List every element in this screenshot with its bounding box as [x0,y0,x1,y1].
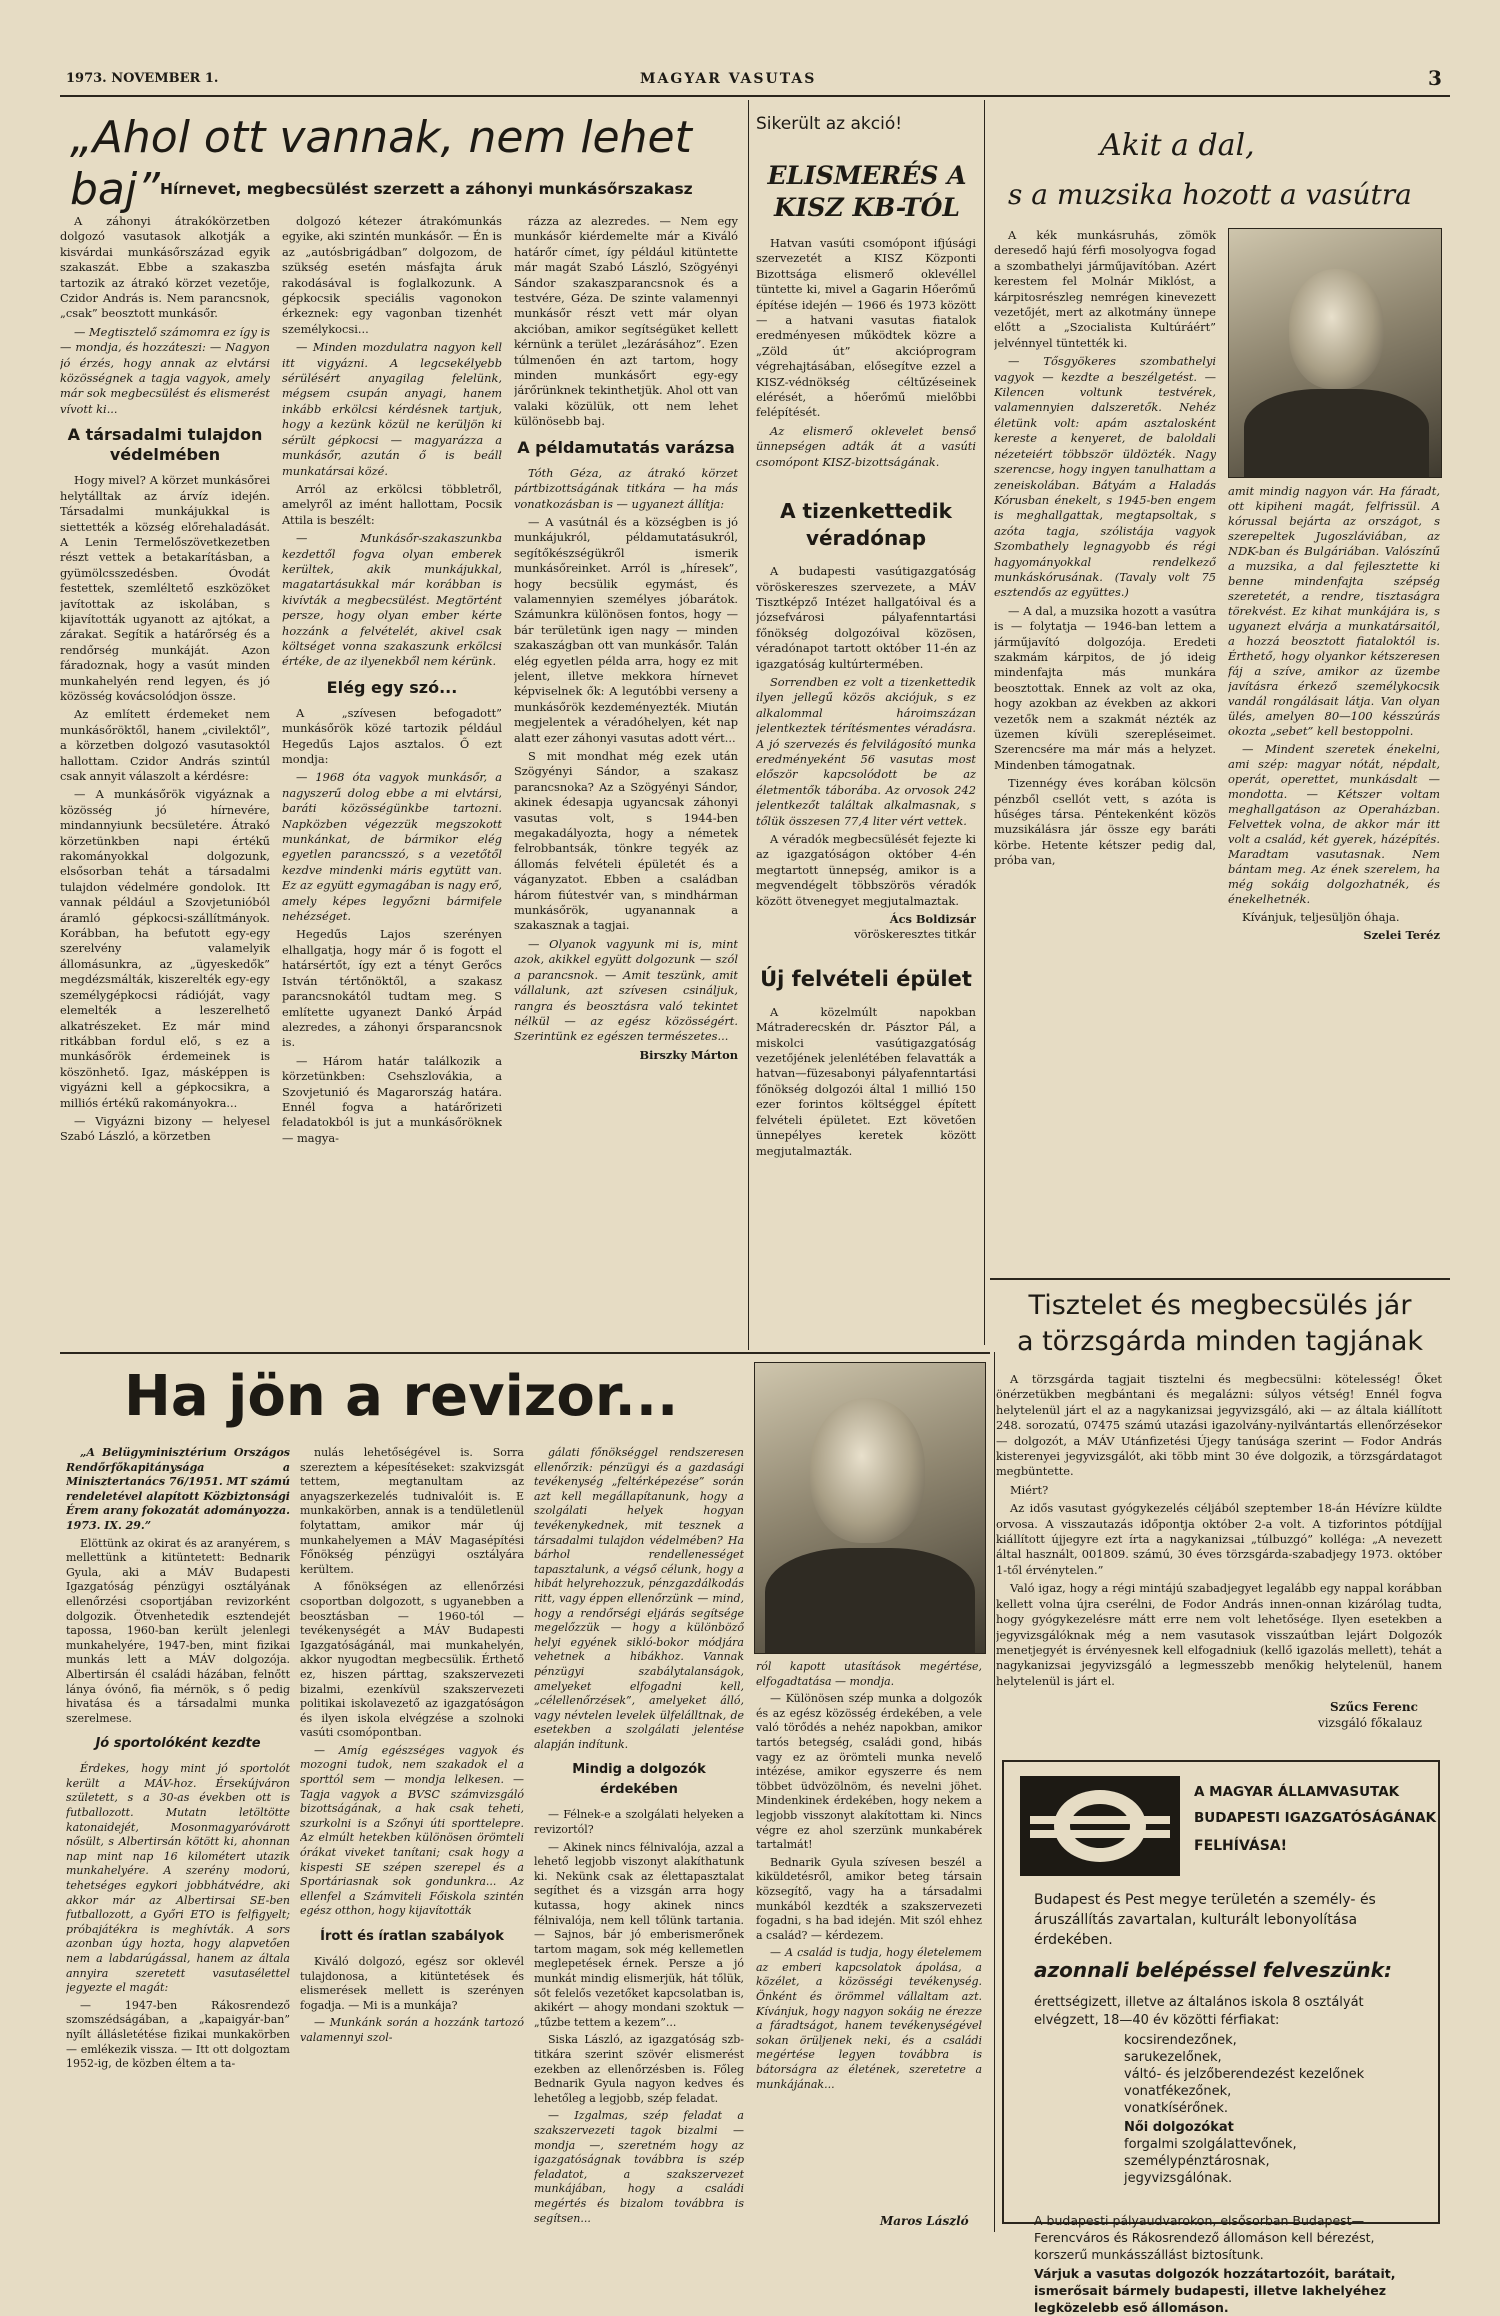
paragraph: A kék munkásruhás, zömök deresedő hajú férfi mosolyogva fogad a szombathelyi járműjavítóban. Azért kerestem fel Molnár Miklóst, a kárpitosrészleg nemrégen kinevezett vezetőjét, mert az alkotmány ünnepe előtt a „Szocialista Kultúráért” jelvénnyel tüntették ki. [994,228,1216,350]
paragraph: — Amíg egészséges vagyok és mozogni tudok, nem szakadok el a sporttól sem — mondja lelkesen. — Tagja vagyok a BVSC számvizsgáló bizottságának, a hak csak teheti, szurkolni is a Szőnyi úti sporttelepre. Az elmúlt hetekben különösen örömteli órákat viveket tanítani; csak hogy a kispesti SE szépen szerepel és a Sportáriasnak sok gondunkra... Az ellenfel a Számviteli Főiskola szintén egész otthon, hogy kijavították [300,1743,524,1918]
masthead-rule [60,95,1450,97]
dal-headline-1: Akit a dal, [1100,128,1255,163]
kisz-kicker: Sikerült az akció! [756,114,903,134]
paragraph: — 1968 óta vagyok munkásőr, a nagyszerű dolog ebbe a mi elvtársi, baráti közösségünkbe tartozni. Napközben végezzük megszokott munkánkat, de bármikor elég egyetlen parancsszó, s a vezetőtől kezdve mindenki máris egytütt van. Ez az együtt egymagában is nagy erő, amely képes legyőzni bármifele nehézséget. [282,770,502,924]
kisz-column [756,236,976,1346]
zahony-column-2 [282,214,502,1464]
tisztelet-headline-2: a törzsgárda minden tagjának [1016,1326,1424,1357]
paragraph: S mit mondhat még ezek után Szögyényi Sándor, a szakasz parancsnoka? Az a Szögyényi Sándor, akinek édesapja ugyancsak záhonyi vasutas volt, s 1944-ben megakadályozta, hogy a németek felrobbantsák, tönkre tegyék az állomás felvételi épületét és a váganyzatot. Ebben a családban három fiútestvér van, s mindhárman munkásőrök, ugyanannak a szakasznak a tagjai. [514,749,738,933]
bednarik-gyula-photo [754,1362,986,1654]
paragraph: — A vasútnál és a községben is jó munkájukról, példamutatásukról, segítőkészségükről ismerik munkásőreinket. Arról is „híresek”, hogy becsülik egymást, és valamennyien személyes jóbarátok. Számunkra különösen fontos, hogy — bár területünk igen nagy — minden szakaszágban ott van munkásőr. Talán elég egyetlen példa arra, hogy ez mit jelent, illetve mekkora hírnevet képviselnek ők: A legutóbbi verseny a munkásőrök kezdeményezték. Miután megjelentek a véradóhelyen, két nap alatt ezer záhonyi vasutas adott vért... [514,514,738,745]
list-item: forgalmi szolgálattevőnek, [1124,2137,1297,2152]
zahony-column-1 [60,214,270,1464]
revizor-subhead-sport: Jó sportolóként kezdte [95,1736,261,1752]
paragraph: — A család is tudja, hogy életelemem az emberi kapcsolatok ápolása, a közélet, a közösségi tevékenység. Önként és örömmel vállaltam azt. Kívánjuk, hogy nagyon sokáig ne érezze a fáradtságot, hanem tevékenységével sokan örüljenek neki, és a családi megértése legyen továbbra is bátorságra az életének, szeretetre a munkájának... [756,1946,982,2091]
paragraph: ról kapott utasítások megértése, elfogadtatása — mondja. [756,1660,982,1688]
paragraph: Kiváló dolgozó, egész sor oklevél tulajdonosa, a kitüntetések és elismerések mellett is szerényen fogadja. — Mi is a munkája? [300,1955,524,2012]
paragraph: — Három határ találkozik a körzetünkben: Csehszlovákia, a Szovjetunió és Magarország határa. Ennél fogva a határőrizeti feladatokból is jut a munkásőröknek — magya- [282,1053,502,1145]
masthead-page-number: 3 [1428,66,1442,90]
tisztelet-author: Szűcs Ferenc [1330,1700,1418,1714]
zahony-subheadline: Hírnevet, megbecsülést szerzett a záhonyi munkásőrszakasz [160,180,693,198]
paragraph: Tizennégy éves korában kölcsön pénzből csellót vett, s azóta is hűséges társa. Péntekenként közös muzsikálásra jár össze egy baráti körbe. Hetente kétszer pedig dal, próba van, [994,776,1216,868]
paragraph: Sorrendben ez volt a tizenkettedik ilyen jellegű közös akciójuk, s ez alkalommal hároimszázan jelentkeztek térítésmentes véradásra. A jó szervezés és felvilágosító munka eredményeként 56 vasutas most először kapcsolódott be az életmentők táborába. Az orvosok 242 jelentkezőt találtak alkalmasnak, s tőlük összesen 77,4 liter vért vettek. [756,674,976,828]
section-rule [60,1352,990,1354]
column-rule [994,1352,995,2232]
revizor-column-2 [300,1446,524,2236]
ad-job-list [1124,2032,1364,2187]
tisztelet-body [996,1372,1442,1702]
paragraph: — Félnek-e a szolgálati helyeken a revizortól? [534,1808,744,1837]
paragraph: — Munkásőr-szakaszunkba kezdettől fogva olyan emberek kerültek, akik munkájukkal, magatartásukkal már korábban is kivívták a megbecsülést. Megtörtént persze, hogy olyan ember kérte hozzánk a felvételét, akivel csak költséget vonna szakaszunk erkölcsi értéke, de az ilyenekből nem kérünk. [282,531,502,669]
masthead-date: 1973. NOVEMBER 1. [66,71,219,86]
paragraph: Elöttünk az okirat és az aranyérem, s mellettünk a kitüntetett: Bednarik Gyula, aki a MÁV Budapesti Igazgatóság pénzügyi osztályának ellenőrzési csoportjában revizorként dolgozik. Ötvenhetedik esztendejét tapossa, 1960-ban került jelenlegi munkahelyére, 1947-ben, mint fizikai munkás lett a MÁV dolgozója. Albertirsán él családi házában, felnőtt lánya óvónő, fia mérnök, s ő pedig hivatása és a társadalmi munka szerelmese. [66,1536,290,1725]
masthead-paper: MAGYAR VASUTAS [640,71,817,87]
portrait-face [1289,269,1384,389]
ad-call: azonnali belépéssel felveszünk: [1034,1958,1392,1982]
paragraph: — Izgalmas, szép feladat a szakszervezeti tagok bizalmi — mondja —, szeretném hogy az igazgatóságnak továbbra is szép feladatot, a szakszervezet munkájában, hogy a családi megértés és bizalom továbbra is segítsen... [534,2109,744,2225]
paragraph: „A Belügyminisztérium Országos Rendőrfőkapitánysága a Minisztertanács 76/1951. MT számú rendeletével alapított Közbiztonsági Érem arany fokozatát adományozza. 1973. IX. 29.” [66,1446,290,1532]
tisztelet-headline-1: Tisztelet és megbecsülés jár [1028,1290,1412,1321]
list-item: jegyvizsgálónak. [1124,2171,1233,2186]
paragraph: A törzsgárda tagjait tisztelni és megbecsülni: kötelesség! Őket önérzetükben megbántani és megalázni: súlyos vétség! Ennél fogva helytelenül járt el az a nagykanizsai jegyvizsgáló, aki — az általa kiállított 248. sorozatú, 07475 számú utazási igazolvány-nyilvántartás ellenőrzésekor — dolgozót, a MÁV Utánfizetési Újegy tanúsága szerint — Fodor András kisterenyei jegyvizsgálót, aki több mint 30 éve dolgozik, a törzsgárdatagot megbüntette. [996,1372,1442,1479]
paragraph: Való igaz, hogy a régi mintájú szabadjegyet legalább egy nappal korábban kellett volna újra cserélni, de Fodor András innen-onnan kizárólag tudta, hogy gyógykezelésre mátt erre nem volt lehetősége. Ilyen esetekben a jegyvizsgálóknak még a nem vasutasok visszaútban lejárt Dolgozók menetjegyét is érvényesnek kell elfogadniuk (kellő igazolás mellett), tehát a nagykanizsai jegyvizsgáló a legmesszebb menőkig helytelenül, hanem helytelenül is járt el. [996,1581,1442,1688]
list-item: vonatkísérőnek. [1124,2101,1229,2116]
list-item: személypénztárosnak, [1124,2154,1270,2169]
zahony-subhead-tulajdon: A társadalmi tulajdon védelmében [67,425,263,465]
paragraph: — A munkásőrök vigyáznak a közösség jó hírnevére, mindannyiunk becsületére. Átrakó körzetünkben napi értékű rakományokkal dolgozunk, elsősorban tehát a társadalmi tulajdon védelmére gondolok. Itt vannak például a Szovjetunióból áramló gépkocsi-szállítmányok. Korábban, ha befutott egy-egy szerelvény valamelyik állomásunkra, az „ügyeskedők” megdézsmálták, kiszerelték egy-egy személygépkocsi rádióját, vagy elemelték a leszerelhető alkatrészeket. Ez már mind ritkábban fordul elő, s ez a munkásőrök érdemeinek is köszönhető. Igaz, másképpen is vigyázni kell a gépkocsikra, a milliós értékű rakományokra... [60,787,270,1110]
paragraph: Érdekes, hogy mint jó sportolót került a MÁV-hoz. Érsekújváron született, s a 30-as években ott is futballozott. Mutatn letöltötte katonaidejét, Mosonmagyaróvárott nősült, s Albertirsán kötött ki, ahonnan nap mint nap 16 kilométert utazik munkahelyére. A szerény modorú, tehetséges egykori jobbhátvédre, aki akkor már az Albertirsai SE-ben futballozott, a Győri ETO is felfigyelt; próbajátékra is meghívták. A sors azonban úgy hozta, hogy alapvetően nem a labdarúgással, hanem az általa annyira szeretett vasutasélettel jegyezte el magát: [66,1762,290,1995]
paragraph: — Minden mozdulatra nagyon kell itt vigyázni. A legcsekélyebb sérülésért anyagilag felelünk, mégsem csupán anyagi, hanem inkább erkölcsi kérdésnek tartjuk, hogy a kezünk közül ne kerüljön ki sérült gépkocsi — magyarázza a munkásőr, azután ő is beáll munkatársai közé. [282,340,502,478]
column-rule [984,100,985,1345]
list-item: kocsirendezőnek, [1124,2033,1237,2048]
paragraph: Az elismerő oklevelet benső ünnepségen adták át a vasúti csomópont KISZ-bizottságának. [756,423,976,469]
paragraph: rázza az alezredes. — Nem egy munkásőr kiérdemelte már a Kiváló határőr címet, így például kitüntette már magát Szabó László, Szögyényi Sándor szakaszparancsnok és a testvére, Géza. De szinte valamennyi munkásőr részt vett már olyan akcióban, amikor segítségüket kellett kérnünk a terület „lezárásához”. Ezen túlmenően én azt tartom, hogy minden munkásőrt egy-egy járőrünknek tekinthetjük. Ahol ott van valaki közülük, ott nem lehet különösebb baj. [514,214,738,429]
section-rule [990,1278,1450,1280]
molnar-miklos-photo [1228,228,1442,478]
paragraph: A főnökségen az ellenőrzési csoportban dolgozott, s ugyanebben a beosztásban — 1960-tól — tevékenységét a MÁV Budapesti Igazgatóságánál, mai munkahelyén, akkor nyugodtan megbecsülik. Érthető ez, hiszen párttag, szakszervezeti bizalmi, ezenkívül szakszervezeti politikai iskolavezető az igazgatóságon és ilyen iskola elvégzése a szolnoki vasúti csomópontban. [300,1580,524,1740]
epulet-headline: Új felvételi épület [760,966,972,991]
ad-heading-3: FELHÍVÁSA! [1194,1838,1287,1854]
paragraph: Az idős vasutast gyógykezelés céljából szeptember 18-án Hévízre küldte orvosa. A visszautazás időpontja október 2-a volt. A tizforintos pótdíjjal kiállított újjegyre ezt írta a nagykanizsai „túlbuzgó” kolléga: „A nevezett által használt, 001809. számú, 30 éves törzsgárda-szabadjegy 1973. október 1-től érvénytelen.” [996,1501,1442,1577]
ad-heading-1: A MAGYAR ÁLLAMVASUTAK [1194,1784,1400,1800]
paragraph: — Tősgyökeres szombathelyi vagyok — kezdte a beszélgetést. — Kilencen voltunk testvérek, valamennyien dalszeretők. Nehéz életünk volt: apám asztalosként kereste a kenyeret, de baloldali nézeteiért többször üldözték. Nagy szerencse, hogy ingyen tanulhattam a zeneiskolában. Bátyám a Haladás Kórusban énekelt, s 1945-ben engem is meghallgattak, megtapsoltak, s azóta tagja, szólistája vagyok Szombathely legnagyobb és régi hagyományokkal rendelkező munkáskórusának. (Tavaly volt 75 esztendős az együttes.) [994,354,1216,600]
paragraph: A véradók megbecsülését fejezte ki az igazgatóságon október 4-én megtartott ünnepség, amikor is a megvendégelt többszörös véradók között ötvenegyet megjutalmaztak. [756,832,976,908]
paragraph: A közelmúlt napokban Mátraderecskén dr. Pásztor Pál, a miskolci vasútigazgatóság vezetőjének jelenlétében felavatták a hatvan—füzesabonyi pályafenntartási főnökség dolgozói által 1 millió 150 ezer forintos költséggel épített felvételi épületet. Ezt követően ünnepélyes keretek között megjutalmazták. [756,1004,976,1158]
revizor-column-4 [756,1660,982,2220]
dal-column-2 [1228,484,1440,1274]
ad-footer-line: Várjuk a vasutas dolgozók hozzátartozóit, barátait, ismerősait bármely budapesti, illetve lakhelyéhez legközelebb eső állomáson. [1034,2266,1396,2315]
paragraph: — Mindent szeretek énekelni, ami szép: magyar nótát, népdalt, operát, operettet, munkásdalt — mondotta. — Kétszer voltam meghallgatáson az Operaházban. Felvettek volna, de akkor már itt volt a család, két gyerek, házépítés. Maradtam vasutasnak. Nem bántam meg. Az ének szerelem, ha még sokáig dolgozhatnék, és énekelhetnék. [1228,742,1440,906]
list-item: váltó- és jelzőberendezést kezelőnek [1124,2067,1365,2082]
paragraph: gálati főnökséggel rendszeresen ellenőrzik: pénzügyi és a gazdasági tevékenység „feltérképezése” során azt kell megállapítanunk, hogy a szolgálati helyek hogyan tevékenykednek, mit tesznek a társadalmi tulajdon védelmében? Ha bárhol rendellenességet tapasztalunk, a végső célunk, hogy a hibát helyrehozzuk, pénzgazdálkodás ritt, vagy éppen ellenőrzünk — mind, hogy a rendőrségi eljárás segítsége megelőzzük — hogy a különböző helyi egyének sikló-bokor módjára vehetnek a hibákhoz. Vannak pénzügyi szabálytalanságok, amelyeket elfogadni kell, „célellenőrzések”, amelyeket álló, vagy névtelen levelek ülfelálltnak, de esetekben a szolgálati jelentése alapján indítunk. [534,1446,744,1751]
ad-footer-line: A budapesti pályaudvarokon, elsősorban Budapest—Ferencváros és Rákosrendező állomáson kell bérezést, korszerű munkásszállást biztosítunk. [1034,2213,1375,2262]
zahony-headline: „Ahol ott vannak, nem lehet baj” [70,112,692,215]
revizor-subhead-irott: Írott és íratlan szabályok [320,1929,504,1944]
zahony-subhead-peldamutatas: A példamutatás varázsa [517,437,735,457]
paragraph: — Munkánk során a hozzánk tartozó valamennyi szol- [300,2016,524,2044]
zahony-author: Birszky Márton [639,1047,738,1062]
ad-requirements: érettségizett, illetve az általános iskola 8 osztályát elvégzett, 18—40 év közötti férfiakat: [1034,1995,1364,2028]
paragraph: — Akinek nincs félnivalója, azzal a lehető legjobb viszonyt alakíthatunk ki. Nekünk csak az élettapasztalat segíthet és a vizsgán arra hogy kutassa, hogy akinek nincs félnivalója, nem kell tőlünk tartania. — Sajnos, bár jó emberismerőnek tartom magam, sok még kellemetlen meglepetések érnek. Persze a jó munkát mindig elismerjük, hát tőlük, sőt felelős vezetőket kapcsolatban is, akikért — ahogy mondani szoktuk — „tűzbe tettem a kezem”... [534,1840,744,2029]
dal-headline-2: s a muzsika hozott a vasútra [1008,178,1412,211]
ad-heading-2: BUDAPESTI IGAZGATÓSÁGÁNAK [1194,1810,1437,1826]
list-item: vonatfékezőnek, [1124,2084,1232,2099]
paragraph: — Különösen szép munka a dolgozók és az egész közösség érdekében, a vele való törődés a nehéz napokban, amikor tartós betegség, családi gond, hibás vagy ez az örömteli munka nevelő intézése, amikor egyszerre és nem többet üdvözölnöm, és nevelni jöhet. Mindenkinek érdekében, hogy nekem a legjobb visszonyt alakítottam ki. Nincs végre ez ahol szerzünk munkabérek tartalmát! [756,1692,982,1852]
portrait-coat [1244,389,1429,478]
tisztelet-author-title: vizsgáló főkalauz [1318,1716,1422,1730]
zahony-column-3 [514,214,738,1464]
revizor-author: Maros László [880,2214,969,2228]
ad-women-title: Női dolgozókat [1124,2120,1234,2135]
paragraph: Az említett érdemeket nem munkásőröktől, hanem „civilektől”, a körzetben dolgozó vasutasoktól hallottam. Czidor András szintúl csak annyit válaszolt a kérdésre: [60,707,270,783]
paragraph: A budapesti vasútigazgatóság vöröskereszes szervezete, a MÁV Tisztképző Intézet hallgatóival és a józsefvárosi pályafenntartási főnökség dolgozóival közösen, véradónapot tartott október 11-én az igazgatóság kultúrtermében. [756,564,976,671]
vero-author: Ács Boldizsár [889,912,976,927]
paragraph: dolgozó kétezer átrakómunkás egyike, aki szintén munkásőr. — Én is az „autósbrigádban” dolgozom, de szükség esetén másfajta áruk rakodásával is foglalkozunk. A gépkocsik speciális vagonokon érkeznek: egy vagonban tizenhét személykocsi... [282,214,502,336]
dal-column-1 [994,228,1216,1273]
paragraph: — Megtisztelő számomra ez így is — mondja, és hozzáteszi: — Nagyon jó érzés, hogy annak az elvtársi közösségnek a tagja vagyok, amely már sok megbecsülést és elismerést vívott ki... [60,324,270,416]
zahony-subhead-eleg: Elég egy szó... [326,677,458,697]
portrait-face [810,1398,925,1543]
mav-logo-icon [1020,1776,1180,1876]
kisz-headline: ELISMERÉS A KISZ KB-TÓL [767,161,967,222]
revizor-column-3 [534,1446,744,2236]
revizor-column-1 [66,1446,290,2236]
paragraph: Kívánjuk, teljesüljön óhaja. [1242,910,1400,924]
column-rule [748,100,749,1350]
revizor-headline: Ha jön a revizor... [124,1364,679,1429]
photo-caption: amit mindig nagyon vár. Ha fáradt, ott kipiheni magát, felfrissül. A kórussal bejárta az országot, s szerepeltek Jugoszláviában, az NDK-ban és Bulgáriában. Valószínű a muzsika, a dal fejlesztette ki benne mindenfajta szépség szeretetét, a rendre, tisztaságra törekvést. Ez kihat munkájára is, s ugyanezt elvárja a munkatársaitól, a hozzá beosztott fiataloktól is. Érthető, hogy olyankor kétszeresen fáj a szíve, amikor az üzembe javításra érkező személykocsik vandál rongálásait látja. Van olyan ülés, amelyen 80—100 késszúrás okozta „sebet” kell bestoppolni. [1228,484,1440,738]
paragraph: A „szívesen befogadott” munkásőrök közé tartozik például Hegedűs Lajos asztalos. Ő ezt mondja: [282,705,502,766]
portrait-coat [765,1548,975,1654]
paragraph: Hegedűs Lajos szerényen elhallgatja, hogy már ő is fogott el határsértőt, így ezt a tényt Gerőcs István tértőnöktől, a szakasz parancsnokától tudtam meg. S említette ugyanezt Dankó Árpád alezredes, a záhonyi őrsparancsnok is. [282,927,502,1050]
paragraph: Siska László, az igazgatóság szb-titkára szerint szövér elismerést ezekben az ellenőrzésben is. Főleg Bednarik Gyula nagyon kedves és lehetőleg a legjobb, szép feladat. [534,2033,744,2105]
mav-recruitment-ad [1002,1760,1440,2315]
vero-author-title: vöröskeresztes titkár [854,927,976,942]
paragraph: — Olyanok vagyunk mi is, mint azok, akikkel együtt dolgozunk — szól a parancsnok. — Amit teszünk, amit vállalunk, azt szívesen csináljuk, rangra és beosztásra való tekintet nélkül — az egész közösségért. Szerintünk ez egészen természetes... [514,936,738,1044]
list-item: sarukezelőnek, [1124,2050,1222,2065]
paragraph: — 1947-ben Rákosrendező szomszédságában, a „kapaigyár-ban” nyílt állásletétése fizikai munkakörben — emlékezik vissza. — Itt ott dolgoztam 1952-ig, de közben éltem a ta- [66,1998,290,2071]
paragraph: Bednarik Gyula szívesen beszél a kiküldetésről, amikor beteg társain közsegítő, vagy ha a társadalmi munkából kezdték a szakszervezeti fogadni, s ha bad idején. Mit szól ehhez a család? — kérdezem. [756,1855,982,1942]
paragraph: Miért? [1010,1482,1049,1497]
paragraph: — A dal, a muzsika hozott a vasútra is — folytatja — 1946-ban lettem a járműjavító dolgozója. Eredeti szakmám kárpitos, de jó ideig mindenfajta más munkára beosztottak. Ennek az volt az oka, hogy azokban az években az akkori vezetők nem a szakmát nézték az üzemen kívüli szerepléseimet. Szerencsére ma már más a helyzet. Mindenben támogatnak. [994,603,1216,772]
paragraph: A záhonyi átrakókörzetben dolgozó vasutasok alkotják a kisvárdai munkásőrszázad egyik szakaszát. Ebbe a szakaszba tartozik az átrakó körzet vezetője, Czidor András is. Nem parancsnok, „csak” beosztott munkásőr. [60,214,270,321]
dal-author: Szelei Teréz [1363,928,1440,942]
paragraph: — Vigyázni bizony — helyesel Szabó László, a körzetben [60,1113,270,1144]
paragraph: Arról az erkölcsi többletről, amelyről az imént hallottam, Pocsik Attila is beszélt: [282,481,502,527]
ad-footer [1034,2212,1414,2316]
kisz-vero-headline: A tizenkettedik véradónap [780,499,952,551]
paragraph: Hogy mivel? A körzet munkásőrei helytálltak az árvíz idején. Társadalmi munkájukkal is siettették a község előrehaladását. A Lenin Termelőszövetkezetben részt vettek a betakarításban, a gyümölcsszedésben. Óvodát festettek, szemléltető eszközöket javítottak az iskolában, s kijavították ugyanott az ajtókat, a zárakat. Segítik a határőrség és a rendőrség munkáját. Azon fáradoznak, hogy a vasút minden munkahelyén rend legyen, és jó közösség kovácsolódjon össze. [60,473,270,703]
paragraph: Hatvan vasúti csomópont ifjúsági szervezetét a KISZ Központi Bizottsága elismerő oklevéllel tüntette ki, mivel a Gagarin Hőerőmű építése idején — 1966 és 1973 között — a hatvani vasutas fiatalok eredményesen működtek közre a „Zöld út” akcióprogram végrehajtásában, elősegítve ezzel a KISZ-védnökség céltűzéseinek elérését, a hőerőmű mielőbbi felépítését. [756,236,976,420]
ad-intro: Budapest és Pest megye területén a személy- és áruszállítás zavartalan, kulturált lebonyolítása érdekében. [1034,1892,1376,1948]
paragraph: nulás lehetőségével is. Sorra szereztem a képesítéseket: szakvizsgát tettem, megtanultam az anyagszerkezelés tudnivalóit is. E munkakörben, annak is a tendületlenül folytattam, amikor már új munkahelyemen a MÁV Magasépítési Főnökség pénzügyi osztályára kerültem. [300,1446,524,1576]
paragraph: Tóth Géza, az átrakó körzet pártbizottságának titkára — ha más vonatkozásban is — ugyanezt állítja: [514,465,738,511]
revizor-subhead-mindig: Mindig a dolgozók érdekében [572,1762,706,1798]
